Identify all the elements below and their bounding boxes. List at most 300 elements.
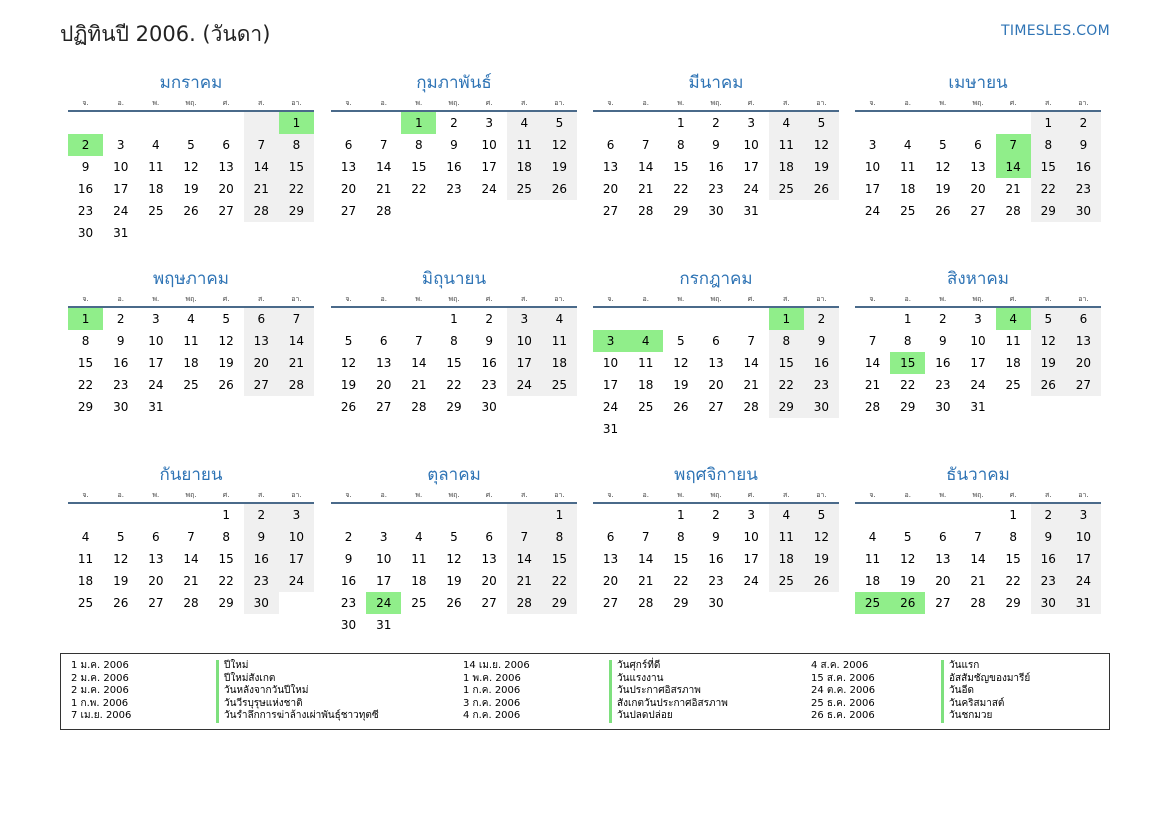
day-cell[interactable]: 10 (376, 552, 392, 566)
day-cell[interactable]: 22 (446, 378, 462, 392)
day-cell[interactable]: 3 (152, 312, 160, 326)
day-cell[interactable]: 20 (340, 182, 357, 196)
day-cell[interactable]: 6 (606, 530, 615, 544)
day-cell[interactable]: 22 (673, 182, 689, 196)
day-cell[interactable]: 8 (450, 334, 458, 348)
day-cell[interactable]: 10 (970, 334, 986, 348)
day-cell[interactable]: 27 (244, 374, 279, 396)
day-cell[interactable]: 3 (507, 307, 542, 330)
day-cell[interactable]: 19 (900, 574, 916, 588)
day-cell[interactable]: 28 (1005, 204, 1021, 218)
day-cell[interactable]: 23 (77, 204, 94, 218)
day-cell[interactable]: 27 (970, 204, 986, 218)
day-cell[interactable]: 27 (376, 400, 392, 414)
day-cell[interactable]: 29 (673, 204, 689, 218)
day-cell[interactable]: 11 (864, 552, 881, 566)
day-cell[interactable]: 23 (340, 596, 357, 610)
site-link[interactable]: TIMESLES.COM (1001, 23, 1110, 39)
day-cell[interactable]: 15 (542, 548, 577, 570)
day-cell[interactable]: 13 (376, 356, 392, 370)
day-cell[interactable]: 11 (769, 526, 804, 548)
day-cell[interactable]: 20 (602, 182, 619, 196)
day-cell[interactable]: 15 (218, 552, 234, 566)
day-cell[interactable]: 12 (183, 160, 199, 174)
day-cell[interactable]: 4 (868, 530, 877, 544)
day-cell[interactable]: 18 (769, 156, 804, 178)
day-cell[interactable]: 5 (344, 334, 353, 348)
day-cell[interactable]: 11 (769, 134, 804, 156)
day-cell[interactable]: 12 (1031, 330, 1066, 352)
day-cell[interactable]: 16 (1031, 548, 1066, 570)
day-cell[interactable]: 28 (411, 400, 427, 414)
day-cell[interactable]: 24 (970, 378, 986, 392)
day-cell[interactable]: 29 (542, 592, 577, 614)
day-cell[interactable]: 5 (1031, 307, 1066, 330)
day-cell[interactable]: 22 (1005, 574, 1021, 588)
day-cell[interactable]: 23 (446, 182, 462, 196)
day-cell[interactable]: 10 (481, 138, 497, 152)
day-cell[interactable]: 16 (77, 182, 94, 196)
day-cell[interactable]: 12 (804, 526, 839, 548)
day-cell[interactable]: 30 (708, 596, 724, 610)
day-cell[interactable]: 21 (279, 352, 314, 374)
day-cell[interactable]: 28 (507, 592, 542, 614)
day-cell[interactable]: 8 (677, 530, 685, 544)
day-cell[interactable]: 26 (890, 592, 925, 614)
day-cell[interactable]: 9 (344, 552, 353, 566)
day-cell[interactable]: 8 (769, 330, 804, 352)
day-cell[interactable]: 3 (747, 116, 755, 130)
day-cell[interactable]: 27 (602, 596, 619, 610)
day-cell[interactable]: 25 (855, 592, 890, 614)
day-cell[interactable]: 6 (152, 530, 160, 544)
day-cell[interactable]: 9 (485, 334, 493, 348)
day-cell[interactable]: 19 (183, 182, 199, 196)
day-cell[interactable]: 26 (804, 178, 839, 200)
day-cell[interactable]: 5 (542, 111, 577, 134)
day-cell[interactable]: 2 (116, 312, 125, 326)
day-cell[interactable]: 27 (218, 204, 234, 218)
day-cell[interactable]: 12 (804, 134, 839, 156)
day-cell[interactable]: 18 (77, 574, 94, 588)
day-cell[interactable]: 3 (747, 508, 755, 522)
day-cell[interactable]: 30 (1031, 592, 1066, 614)
day-cell[interactable]: 10 (279, 526, 314, 548)
day-cell[interactable]: 19 (804, 548, 839, 570)
day-cell[interactable]: 27 (602, 204, 619, 218)
day-cell[interactable]: 4 (152, 138, 160, 152)
day-cell[interactable]: 25 (638, 400, 654, 414)
day-cell[interactable]: 9 (1066, 134, 1101, 156)
day-cell[interactable]: 2 (712, 116, 720, 130)
day-cell[interactable]: 26 (542, 178, 577, 200)
day-cell[interactable]: 9 (116, 334, 125, 348)
day-cell[interactable]: 22 (411, 182, 427, 196)
day-cell[interactable]: 9 (244, 526, 279, 548)
day-cell[interactable]: 24 (602, 400, 619, 414)
day-cell[interactable]: 25 (769, 178, 804, 200)
day-cell[interactable]: 6 (344, 138, 353, 152)
day-cell[interactable]: 27 (340, 204, 357, 218)
day-cell[interactable]: 30 (804, 396, 839, 418)
day-cell[interactable]: 4 (415, 530, 423, 544)
day-cell[interactable]: 4 (769, 503, 804, 526)
day-cell[interactable]: 19 (113, 574, 129, 588)
day-cell[interactable]: 23 (935, 378, 951, 392)
day-cell[interactable]: 23 (708, 182, 724, 196)
day-cell[interactable]: 3 (974, 312, 982, 326)
day-cell[interactable]: 25 (769, 570, 804, 592)
day-cell[interactable]: 4 (769, 111, 804, 134)
day-cell[interactable]: 17 (481, 160, 497, 174)
day-cell[interactable]: 29 (77, 400, 94, 414)
day-cell[interactable]: 26 (446, 596, 462, 610)
day-cell[interactable]: 13 (602, 160, 619, 174)
day-cell[interactable]: 12 (446, 552, 462, 566)
day-cell[interactable]: 19 (1031, 352, 1066, 374)
day-cell[interactable]: 31 (602, 422, 619, 436)
day-cell[interactable]: 26 (1031, 374, 1066, 396)
day-cell[interactable]: 2 (68, 134, 103, 156)
day-cell[interactable]: 21 (970, 574, 986, 588)
day-cell[interactable]: 13 (1066, 330, 1101, 352)
day-cell[interactable]: 24 (743, 574, 759, 588)
day-cell[interactable]: 9 (939, 334, 947, 348)
day-cell[interactable]: 28 (970, 596, 986, 610)
day-cell[interactable]: 13 (970, 160, 986, 174)
day-cell[interactable]: 16 (708, 552, 724, 566)
day-cell[interactable]: 2 (450, 116, 458, 130)
day-cell[interactable]: 1 (1009, 508, 1017, 522)
day-cell[interactable]: 28 (864, 400, 881, 414)
day-cell[interactable]: 5 (677, 334, 685, 348)
day-cell[interactable]: 23 (244, 570, 279, 592)
day-cell[interactable]: 30 (1066, 200, 1101, 222)
day-cell[interactable]: 31 (970, 400, 986, 414)
day-cell[interactable]: 7 (244, 134, 279, 156)
day-cell[interactable]: 2 (1066, 111, 1101, 134)
day-cell[interactable]: 14 (507, 548, 542, 570)
day-cell[interactable]: 18 (183, 356, 199, 370)
day-cell[interactable]: 20 (148, 574, 164, 588)
day-cell[interactable]: 26 (935, 204, 951, 218)
day-cell[interactable]: 3 (868, 138, 877, 152)
day-cell[interactable]: 30 (113, 400, 129, 414)
day-cell[interactable]: 22 (77, 378, 94, 392)
day-cell[interactable]: 29 (218, 596, 234, 610)
day-cell[interactable]: 29 (279, 200, 314, 222)
day-cell[interactable]: 27 (148, 596, 164, 610)
day-cell[interactable]: 19 (340, 378, 357, 392)
day-cell[interactable]: 29 (673, 596, 689, 610)
day-cell[interactable]: 1 (903, 312, 912, 326)
day-cell[interactable]: 8 (81, 334, 90, 348)
day-cell[interactable]: 18 (769, 548, 804, 570)
day-cell[interactable]: 25 (900, 204, 916, 218)
day-cell[interactable]: 15 (446, 356, 462, 370)
day-cell[interactable]: 15 (673, 552, 689, 566)
day-cell[interactable]: 12 (673, 356, 689, 370)
day-cell[interactable]: 10 (113, 160, 129, 174)
day-cell[interactable]: 21 (638, 182, 654, 196)
day-cell[interactable]: 26 (113, 596, 129, 610)
day-cell[interactable]: 12 (935, 160, 951, 174)
day-cell[interactable]: 17 (279, 548, 314, 570)
day-cell[interactable]: 11 (1005, 334, 1021, 348)
day-cell[interactable]: 23 (481, 378, 497, 392)
day-cell[interactable]: 3 (116, 138, 125, 152)
day-cell[interactable]: 4 (187, 312, 195, 326)
day-cell[interactable]: 2 (712, 508, 720, 522)
day-cell[interactable]: 1 (1031, 111, 1066, 134)
day-cell[interactable]: 22 (673, 574, 689, 588)
day-cell[interactable]: 5 (450, 530, 458, 544)
day-cell[interactable]: 26 (673, 400, 689, 414)
day-cell[interactable]: 1 (401, 111, 436, 134)
day-cell[interactable]: 28 (638, 596, 654, 610)
day-cell[interactable]: 21 (638, 574, 654, 588)
day-cell[interactable]: 20 (935, 574, 951, 588)
day-cell[interactable]: 21 (411, 378, 427, 392)
day-cell[interactable]: 5 (939, 138, 947, 152)
day-cell[interactable]: 10 (743, 530, 759, 544)
day-cell[interactable]: 24 (366, 592, 401, 614)
day-cell[interactable]: 26 (340, 400, 357, 414)
day-cell[interactable]: 2 (344, 530, 353, 544)
day-cell[interactable]: 12 (900, 552, 916, 566)
day-cell[interactable]: 8 (903, 334, 912, 348)
day-cell[interactable]: 25 (148, 204, 164, 218)
day-cell[interactable]: 23 (708, 574, 724, 588)
day-cell[interactable]: 13 (602, 552, 619, 566)
day-cell[interactable]: 22 (218, 574, 234, 588)
day-cell[interactable]: 23 (1066, 178, 1101, 200)
day-cell[interactable]: 20 (708, 378, 724, 392)
day-cell[interactable]: 10 (148, 334, 164, 348)
day-cell[interactable]: 25 (1005, 378, 1021, 392)
day-cell[interactable]: 28 (376, 204, 392, 218)
day-cell[interactable]: 5 (116, 530, 125, 544)
day-cell[interactable]: 6 (606, 138, 615, 152)
day-cell[interactable]: 19 (935, 182, 951, 196)
day-cell[interactable]: 8 (1031, 134, 1066, 156)
day-cell[interactable]: 30 (708, 204, 724, 218)
day-cell[interactable]: 17 (743, 552, 759, 566)
day-cell[interactable]: 1 (68, 307, 103, 330)
day-cell[interactable]: 6 (939, 530, 947, 544)
day-cell[interactable]: 4 (996, 307, 1031, 330)
day-cell[interactable]: 4 (81, 530, 90, 544)
day-cell[interactable]: 18 (1005, 356, 1021, 370)
day-cell[interactable]: 4 (507, 111, 542, 134)
day-cell[interactable]: 3 (485, 116, 493, 130)
day-cell[interactable]: 13 (244, 330, 279, 352)
day-cell[interactable]: 20 (602, 574, 619, 588)
day-cell[interactable]: 11 (638, 356, 654, 370)
day-cell[interactable]: 9 (804, 330, 839, 352)
day-cell[interactable]: 14 (279, 330, 314, 352)
day-cell[interactable]: 13 (708, 356, 724, 370)
day-cell[interactable]: 12 (340, 356, 357, 370)
day-cell[interactable]: 10 (602, 356, 619, 370)
day-cell[interactable]: 21 (183, 574, 199, 588)
day-cell[interactable]: 17 (507, 352, 542, 374)
day-cell[interactable]: 22 (769, 374, 804, 396)
day-cell[interactable]: 17 (743, 160, 759, 174)
day-cell[interactable]: 6 (1066, 307, 1101, 330)
day-cell[interactable]: 7 (974, 530, 982, 544)
day-cell[interactable]: 14 (376, 160, 392, 174)
day-cell[interactable]: 18 (900, 182, 916, 196)
day-cell[interactable]: 14 (244, 156, 279, 178)
day-cell[interactable]: 27 (935, 596, 951, 610)
day-cell[interactable]: 9 (81, 160, 90, 174)
day-cell[interactable]: 16 (935, 356, 951, 370)
day-cell[interactable]: 25 (183, 378, 199, 392)
day-cell[interactable]: 5 (804, 111, 839, 134)
day-cell[interactable]: 22 (542, 570, 577, 592)
day-cell[interactable]: 7 (868, 334, 877, 348)
day-cell[interactable]: 3 (1066, 503, 1101, 526)
day-cell[interactable]: 26 (218, 378, 234, 392)
day-cell[interactable]: 8 (222, 530, 230, 544)
day-cell[interactable]: 4 (628, 330, 663, 352)
day-cell[interactable]: 13 (218, 160, 234, 174)
day-cell[interactable]: 2 (485, 312, 493, 326)
day-cell[interactable]: 28 (743, 400, 759, 414)
day-cell[interactable]: 5 (903, 530, 912, 544)
day-cell[interactable]: 1 (769, 307, 804, 330)
day-cell[interactable]: 11 (507, 134, 542, 156)
day-cell[interactable]: 7 (187, 530, 195, 544)
day-cell[interactable]: 11 (411, 552, 427, 566)
day-cell[interactable]: 15 (77, 356, 94, 370)
day-cell[interactable]: 25 (507, 178, 542, 200)
day-cell[interactable]: 7 (747, 334, 755, 348)
day-cell[interactable]: 18 (411, 574, 427, 588)
day-cell[interactable]: 14 (183, 552, 199, 566)
day-cell[interactable]: 14 (996, 156, 1031, 178)
day-cell[interactable]: 26 (804, 570, 839, 592)
day-cell[interactable]: 25 (77, 596, 94, 610)
day-cell[interactable]: 12 (218, 334, 234, 348)
day-cell[interactable]: 29 (900, 400, 916, 414)
day-cell[interactable]: 26 (183, 204, 199, 218)
day-cell[interactable]: 14 (411, 356, 427, 370)
day-cell[interactable]: 15 (769, 352, 804, 374)
day-cell[interactable]: 27 (1066, 374, 1101, 396)
day-cell[interactable]: 14 (864, 356, 881, 370)
day-cell[interactable]: 19 (542, 156, 577, 178)
day-cell[interactable]: 15 (1031, 156, 1066, 178)
day-cell[interactable]: 17 (148, 356, 164, 370)
day-cell[interactable]: 28 (638, 204, 654, 218)
day-cell[interactable]: 16 (1066, 156, 1101, 178)
day-cell[interactable]: 30 (935, 400, 951, 414)
day-cell[interactable]: 5 (222, 312, 230, 326)
day-cell[interactable]: 2 (244, 503, 279, 526)
day-cell[interactable]: 25 (411, 596, 427, 610)
day-cell[interactable]: 29 (769, 396, 804, 418)
day-cell[interactable]: 21 (376, 182, 392, 196)
day-cell[interactable]: 14 (638, 552, 654, 566)
day-cell[interactable]: 1 (279, 111, 314, 134)
day-cell[interactable]: 31 (376, 618, 392, 632)
day-cell[interactable]: 7 (996, 134, 1031, 156)
day-cell[interactable]: 14 (638, 160, 654, 174)
day-cell[interactable]: 1 (677, 508, 685, 522)
day-cell[interactable]: 22 (279, 178, 314, 200)
day-cell[interactable]: 24 (743, 182, 759, 196)
day-cell[interactable]: 29 (1031, 200, 1066, 222)
day-cell[interactable]: 18 (507, 156, 542, 178)
day-cell[interactable]: 23 (804, 374, 839, 396)
day-cell[interactable]: 17 (864, 182, 881, 196)
day-cell[interactable]: 17 (376, 574, 392, 588)
day-cell[interactable]: 16 (244, 548, 279, 570)
day-cell[interactable]: 19 (218, 356, 234, 370)
day-cell[interactable]: 1 (542, 503, 577, 526)
day-cell[interactable]: 9 (1031, 526, 1066, 548)
day-cell[interactable]: 17 (1066, 548, 1101, 570)
day-cell[interactable]: 22 (1031, 178, 1066, 200)
day-cell[interactable]: 8 (1009, 530, 1017, 544)
day-cell[interactable]: 23 (1031, 570, 1066, 592)
day-cell[interactable]: 5 (804, 503, 839, 526)
day-cell[interactable]: 7 (641, 530, 650, 544)
day-cell[interactable]: 5 (187, 138, 195, 152)
day-cell[interactable]: 13 (935, 552, 951, 566)
day-cell[interactable]: 4 (903, 138, 912, 152)
day-cell[interactable]: 28 (244, 200, 279, 222)
day-cell[interactable]: 2 (939, 312, 947, 326)
day-cell[interactable]: 17 (113, 182, 129, 196)
day-cell[interactable]: 6 (485, 530, 493, 544)
day-cell[interactable]: 15 (673, 160, 689, 174)
day-cell[interactable]: 31 (113, 226, 129, 240)
day-cell[interactable]: 17 (970, 356, 986, 370)
day-cell[interactable]: 3 (279, 503, 314, 526)
day-cell[interactable]: 15 (279, 156, 314, 178)
day-cell[interactable]: 1 (677, 116, 685, 130)
day-cell[interactable]: 30 (244, 592, 279, 614)
day-cell[interactable]: 6 (379, 334, 388, 348)
day-cell[interactable]: 9 (712, 138, 720, 152)
day-cell[interactable]: 23 (113, 378, 129, 392)
day-cell[interactable]: 8 (279, 134, 314, 156)
day-cell[interactable]: 2 (804, 307, 839, 330)
day-cell[interactable]: 7 (379, 138, 388, 152)
day-cell[interactable]: 6 (244, 307, 279, 330)
day-cell[interactable]: 14 (743, 356, 759, 370)
day-cell[interactable]: 9 (450, 138, 458, 152)
day-cell[interactable]: 6 (222, 138, 230, 152)
day-cell[interactable]: 11 (77, 552, 94, 566)
day-cell[interactable]: 6 (974, 138, 982, 152)
day-cell[interactable]: 10 (507, 330, 542, 352)
day-cell[interactable]: 7 (415, 334, 423, 348)
day-cell[interactable]: 11 (900, 160, 916, 174)
day-cell[interactable]: 29 (446, 400, 462, 414)
day-cell[interactable]: 18 (542, 352, 577, 374)
day-cell[interactable]: 20 (218, 182, 234, 196)
day-cell[interactable]: 17 (602, 378, 619, 392)
day-cell[interactable]: 20 (244, 352, 279, 374)
day-cell[interactable]: 15 (411, 160, 427, 174)
day-cell[interactable]: 19 (446, 574, 462, 588)
day-cell[interactable]: 20 (1066, 352, 1101, 374)
day-cell[interactable]: 8 (415, 138, 423, 152)
